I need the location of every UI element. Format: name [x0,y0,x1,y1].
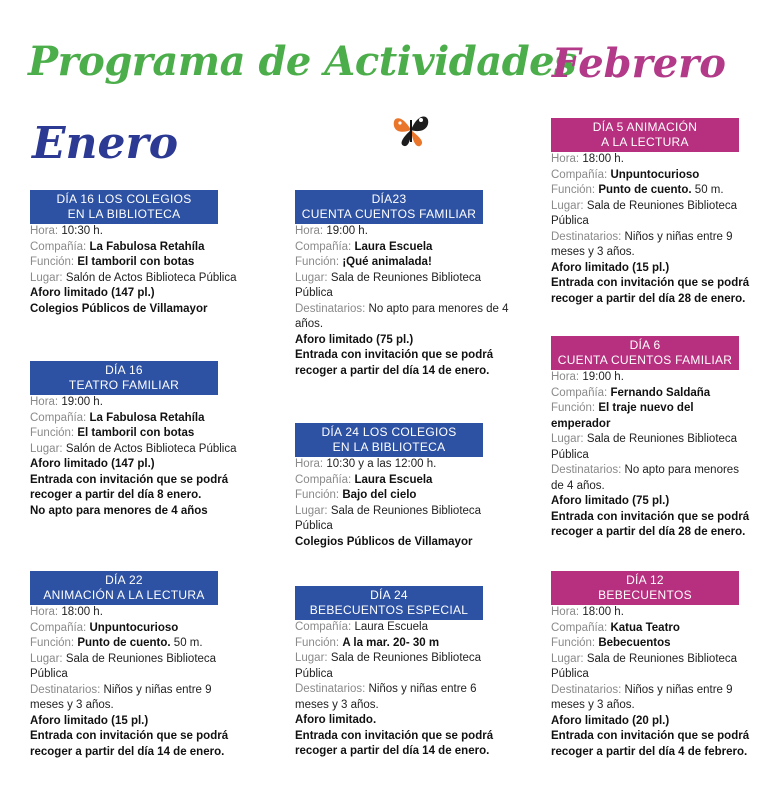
event-hora: Hora: 10:30 y a las 12:00 h. [295,458,437,470]
event-funcion: Función: Bajo del cielo [295,489,417,501]
event-header-line1: DÍA 16 LOS COLEGIOS [56,192,192,206]
event-lugar-cont: Pública [30,668,68,680]
event-destinatarios: Destinatarios: No apto para menores [551,464,739,476]
event-entrada-line1: Entrada con invitación que se podrá [295,349,494,361]
event-entrada-line1: Entrada con invitación que se podrá [295,729,494,742]
event-hora: Hora: 10:30 h. [30,225,103,237]
event-header [30,361,218,395]
event-hora: Hora: 18:00 h. [551,606,624,618]
event-lugar-cont: Pública [551,448,589,461]
event-hora: Hora: 18:00 h. [551,153,624,165]
event-compania: Compañía: Unpuntocurioso [551,168,700,181]
event-aforo: Aforo limitado (147 pl.) [30,287,155,299]
event-header-line1: DÍA 5 ANIMACIÓN [592,120,698,134]
event-hora: Hora: 19:00 h. [30,396,103,408]
event-lugar-cont: Pública [295,667,333,680]
event-aforo: Aforo limitado (75 pl.) [295,333,414,346]
event-header-line2: EN LA BIBLIOTECA [67,207,181,221]
event-funcion: Función: El tamboril con botas [30,256,195,268]
event-lugar: Lugar: Sala de Reuniones Biblioteca [551,433,738,445]
event-lugar-cont: Pública [295,287,333,299]
page-title: Programa de Actividades [28,38,577,85]
event-header-line2: BEBECUENTOS [598,588,692,602]
month-title-enero: Enero [32,118,179,169]
event-lugar-cont: Pública [551,668,589,680]
event-entrada-line1: Entrada con invitación que se podrá [551,510,750,523]
event-entrada-line1: Entrada con invitación que se podrá [30,730,229,742]
event-entrada-line2: recoger a partir del día 14 de enero. [30,745,225,758]
event-entrada-line2: recoger a partir del día 14 de enero. [295,745,490,757]
event-header [551,118,739,152]
event-funcion-cont: emperador [551,417,611,430]
event-card-febrero-6-cuentacuentos [551,336,767,541]
event-aforo: Aforo limitado. [295,714,377,726]
event-header-line2: A LA LECTURA [601,135,689,149]
event-note: Colegios Públicos de Villamayor [30,302,208,315]
event-aforo: Aforo limitado (147 pl.) [30,458,155,470]
event-card-enero-24-colegios [295,423,511,550]
event-aforo: Aforo limitado (75 pl.) [551,495,670,507]
event-lugar-cont: Pública [551,215,589,227]
event-card-febrero-12-bebecuentos [551,571,767,760]
event-lugar: Lugar: Sala de Reuniones Biblioteca [551,652,738,665]
event-entrada-line1: Entrada con invitación que se podrá [551,730,750,742]
event-header-line2: ANIMACIÓN A LA LECTURA [43,588,205,602]
event-destinatarios-cont: años. [295,318,324,330]
event-aforo: Aforo limitado (15 pl.) [30,714,149,727]
event-header [295,190,483,224]
event-destinatarios-cont: de 4 años. [551,479,605,492]
event-destinatarios: Destinatarios: Niños y niñas entre 9 [551,683,733,696]
event-funcion: Función: Bebecuentos [551,637,671,649]
event-compania: Compañía: Laura Escuela [295,621,428,633]
event-note: Colegios Públicos de Villamayor [295,535,473,548]
event-lugar: Lugar: Sala de Reuniones Biblioteca [295,504,482,517]
event-header-line2: BEBECUENTOS ESPECIAL [309,603,469,617]
event-funcion: Función: ¡Qué animalada! [295,256,432,268]
event-entrada-line1: Entrada con invitación que se podrá [30,473,229,486]
event-entrada-line2: recoger a partir del día 14 de enero. [295,364,490,377]
event-header-line1: DÍA 22 [105,573,143,587]
event-compania: Compañía: La Fabulosa Retahíla [30,240,205,253]
event-header-line2: CUENTA CUENTOS FAMILIAR [301,207,477,221]
event-aforo: Aforo limitado (15 pl.) [551,261,670,274]
event-card-enero-16-teatro [30,361,246,519]
event-destinatarios: Destinatarios: Niños y niñas entre 9 [551,230,733,243]
event-destinatarios: Destinatarios: No apto para menores de 4 [295,302,509,315]
event-lugar: Lugar: Sala de Reuniones Biblioteca [551,199,738,212]
butterfly-icon [388,110,434,150]
event-compania: Compañía: Katua Teatro [551,621,680,634]
event-header-line1: DÍA23 [371,192,407,206]
event-destinatarios-cont: meses y 3 años. [295,698,379,711]
event-compania: Compañía: La Fabulosa Retahíla [30,411,205,424]
event-destinatarios-cont: meses y 3 años. [30,699,114,711]
event-funcion: Función: Punto de cuento. 50 m. [30,637,203,649]
event-header [295,423,483,457]
event-lugar: Lugar: Sala de Reuniones Biblioteca [295,652,482,664]
event-header [551,571,739,605]
event-header-line2: TEATRO FAMILIAR [68,378,180,392]
event-destinatarios-cont: meses y 3 años. [551,246,635,258]
event-card-enero-16-colegios [30,190,246,317]
event-card-enero-24-bebecuentos [295,586,511,760]
event-header [30,571,218,605]
event-entrada-line2: recoger a partir del día 28 de enero. [551,292,746,305]
event-header [295,586,483,620]
event-entrada-line2: recoger a partir del día 4 de febrero. [551,745,748,758]
event-destinatarios: Destinatarios: Niños y niñas entre 6 [295,683,477,695]
event-header-line1: DÍA 16 [105,363,143,377]
month-title-febrero: Febrero [552,40,726,87]
event-funcion: Función: A la mar. 20- 30 m [295,636,440,649]
event-hora: Hora: 19:00 h. [551,371,624,383]
event-header-line1: DÍA 6 [629,338,661,352]
event-compania: Compañía: Laura Escuela [295,473,433,486]
event-header [30,190,218,224]
event-compania: Compañía: Unpuntocurioso [30,621,179,634]
event-lugar: Lugar: Salón de Actos Biblioteca Pública [30,442,237,455]
event-lugar: Lugar: Sala de Reuniones Biblioteca [30,652,217,665]
event-compania: Compañía: Fernando Saldaña [551,386,711,399]
event-entrada-line2: recoger a partir del día 8 enero. [30,489,202,501]
event-lugar: Lugar: Sala de Reuniones Biblioteca [295,271,482,284]
event-hora: Hora: 18:00 h. [30,606,103,618]
event-card-febrero-5-animacion [551,118,767,307]
event-funcion: Función: Punto de cuento. 50 m. [551,184,724,196]
event-header-line1: DÍA 24 [370,588,408,602]
event-header-line1: DÍA 12 [626,573,664,587]
event-entrada-line1: Entrada con invitación que se podrá [551,277,750,289]
event-aforo: Aforo limitado (20 pl.) [551,714,670,727]
event-header [551,336,739,370]
event-note: No apto para menores de 4 años [30,504,208,517]
event-destinatarios-cont: meses y 3 años. [551,699,635,711]
event-card-enero-23-cuentacuentos [295,190,511,379]
event-compania: Compañía: Laura Escuela [295,240,433,253]
event-funcion: Función: El traje nuevo del [551,402,694,414]
event-header-line2: EN LA BIBLIOTECA [332,440,446,454]
event-card-enero-22-animacion [30,571,246,760]
event-destinatarios: Destinatarios: Niños y niñas entre 9 [30,683,212,696]
event-hora: Hora: 19:00 h. [295,225,368,237]
event-lugar: Lugar: Salón de Actos Biblioteca Pública [30,271,237,284]
event-entrada-line2: recoger a partir del día 28 de enero. [551,526,746,538]
event-header-line2: CUENTA CUENTOS FAMILIAR [557,353,733,367]
event-header-line1: DÍA 24 LOS COLEGIOS [321,425,457,439]
event-lugar-cont: Pública [295,520,333,532]
event-funcion: Función: El tamboril con botas [30,427,195,439]
